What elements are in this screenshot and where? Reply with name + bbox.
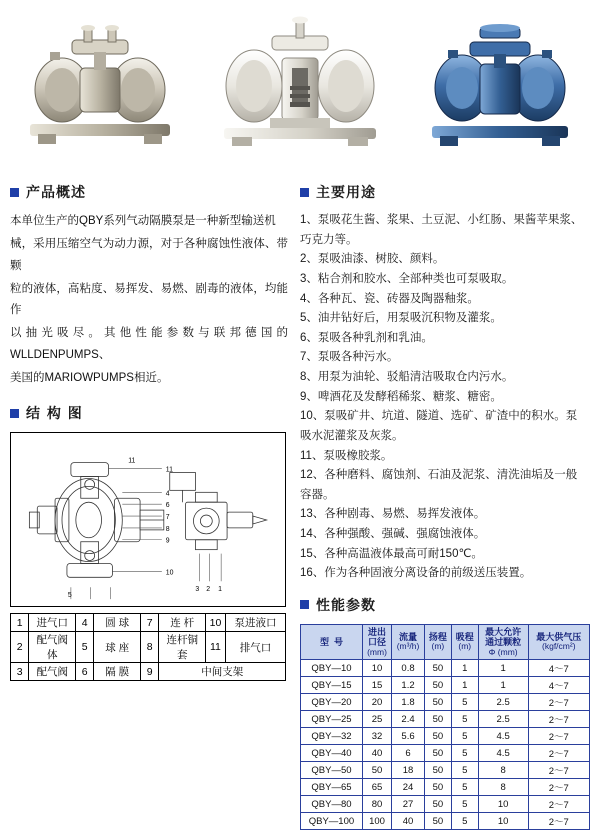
part-no: 6 xyxy=(76,663,94,681)
cell-head: 50 xyxy=(424,728,451,745)
part-name: 连杆铜套 xyxy=(159,632,206,663)
cell-head: 50 xyxy=(424,745,451,762)
product-photo-strip xyxy=(0,0,600,172)
cell-particle: 10 xyxy=(478,813,528,830)
part-no: 3 xyxy=(11,663,29,681)
cell-head: 50 xyxy=(424,711,451,728)
cell-bore: 80 xyxy=(362,796,391,813)
part-name: 球 座 xyxy=(94,632,141,663)
svg-text:2: 2 xyxy=(206,586,211,594)
product-photo-2 xyxy=(210,6,390,166)
part-name: 隔 膜 xyxy=(94,663,141,681)
table-row xyxy=(11,632,286,663)
svg-text:8: 8 xyxy=(165,525,170,533)
cell-flow: 1.2 xyxy=(392,677,425,694)
table-row xyxy=(301,677,590,694)
part-name: 连 杆 xyxy=(159,614,206,632)
table-row xyxy=(301,660,590,677)
cell-bore: 25 xyxy=(362,711,391,728)
overview-text xyxy=(10,211,288,389)
cell-airpressure: 2～7 xyxy=(528,745,589,762)
cell-head: 50 xyxy=(424,762,451,779)
cell-bore: 20 xyxy=(362,694,391,711)
cell-model: QBY—32 xyxy=(301,728,363,745)
cell-bore: 40 xyxy=(362,745,391,762)
part-name: 圆 球 xyxy=(94,614,141,632)
table-header-row xyxy=(301,624,590,659)
table-row xyxy=(301,728,590,745)
performance-rows xyxy=(301,660,590,830)
structure-heading xyxy=(10,403,288,423)
part-name: 进气口 xyxy=(29,614,76,632)
table-row xyxy=(301,796,590,813)
cell-model: QBY—50 xyxy=(301,762,363,779)
part-no: 5 xyxy=(76,632,94,663)
list-item: 容器。 xyxy=(300,488,335,501)
cell-bore: 32 xyxy=(362,728,391,745)
uses-heading xyxy=(300,182,592,202)
part-no: 4 xyxy=(76,614,94,632)
table-row xyxy=(11,614,286,632)
bullet-square-icon xyxy=(300,188,309,197)
table-row xyxy=(301,694,590,711)
svg-text:3: 3 xyxy=(195,586,200,594)
uses-title: 主要用途 xyxy=(316,185,376,201)
part-name: 中间支架 xyxy=(159,663,286,681)
list-item: 12、各种磨料、腐蚀剂、石油及泥浆、清洗油垢及一般 xyxy=(300,469,578,482)
overview-heading xyxy=(10,182,288,202)
table-row xyxy=(301,762,590,779)
part-no: 9 xyxy=(141,663,159,681)
right-column xyxy=(300,182,592,830)
cell-bore: 15 xyxy=(362,677,391,694)
part-no: 1 xyxy=(11,614,29,632)
cell-airpressure: 2～7 xyxy=(528,779,589,796)
cell-airpressure: 2～7 xyxy=(528,813,589,830)
cell-flow: 2.4 xyxy=(392,711,425,728)
cell-head: 50 xyxy=(424,677,451,694)
parts-legend-table xyxy=(10,613,286,681)
cell-particle: 1 xyxy=(478,660,528,677)
svg-text:5: 5 xyxy=(67,592,72,600)
left-column xyxy=(10,182,288,681)
cell-bore: 100 xyxy=(362,813,391,830)
col-header-airpressure: 最大供气压 (kgf/cm²) xyxy=(528,624,589,659)
part-no: 8 xyxy=(141,632,159,663)
cell-head: 50 xyxy=(424,694,451,711)
product-photo-1 xyxy=(10,6,190,166)
cell-flow: 24 xyxy=(392,779,425,796)
svg-text:11: 11 xyxy=(128,457,136,465)
cell-bore: 10 xyxy=(362,660,391,677)
col-header-particle: 最大允许 通过颗粒 Φ (mm) xyxy=(478,624,528,659)
table-row xyxy=(301,813,590,830)
cell-particle: 4.5 xyxy=(478,728,528,745)
cell-airpressure: 2～7 xyxy=(528,796,589,813)
col-header-suction: 吸程 (m) xyxy=(451,624,478,659)
cell-model: QBY—20 xyxy=(301,694,363,711)
cell-particle: 8 xyxy=(478,779,528,796)
col-header-flow: 流量 (m³/h) xyxy=(392,624,425,659)
cell-airpressure: 2～7 xyxy=(528,694,589,711)
pump-illustration-2 xyxy=(210,6,390,166)
cell-flow: 1.8 xyxy=(392,694,425,711)
cell-bore: 65 xyxy=(362,779,391,796)
part-no: 11 xyxy=(206,632,226,663)
product-photo-3 xyxy=(410,6,590,166)
cell-particle: 4.5 xyxy=(478,745,528,762)
cell-particle: 2.5 xyxy=(478,694,528,711)
cell-airpressure: 2～7 xyxy=(528,711,589,728)
list-item: 14、各种强酸、强碱、强腐蚀液体。 xyxy=(300,528,486,540)
cell-airpressure: 4～7 xyxy=(528,660,589,677)
bullet-square-icon xyxy=(10,188,19,197)
cell-suction: 1 xyxy=(451,660,478,677)
part-no: 2 xyxy=(11,632,29,663)
cell-model: QBY—25 xyxy=(301,711,363,728)
overview-line: 以抽光吸尽。其他性能参数与联邦德国的WLLDENPUMPS、 xyxy=(10,327,288,361)
bullet-square-icon xyxy=(300,600,309,609)
cell-particle: 10 xyxy=(478,796,528,813)
cell-bore: 50 xyxy=(362,762,391,779)
cell-head: 50 xyxy=(424,660,451,677)
cell-suction: 5 xyxy=(451,694,478,711)
cell-flow: 40 xyxy=(392,813,425,830)
cell-head: 50 xyxy=(424,813,451,830)
cell-model: QBY—65 xyxy=(301,779,363,796)
table-row xyxy=(301,745,590,762)
list-item: 13、各种剧毒、易燃、易挥发液体。 xyxy=(300,508,486,521)
cell-head: 50 xyxy=(424,779,451,796)
list-item: 6、泵吸各种乳剂和乳油。 xyxy=(300,331,433,344)
cell-model: QBY—40 xyxy=(301,745,363,762)
part-name: 排气口 xyxy=(225,632,285,663)
list-item: 9、啤酒花及发酵稻稀浆、糖浆、糖密。 xyxy=(300,390,502,403)
performance-title: 性能参数 xyxy=(316,597,376,614)
cell-flow: 18 xyxy=(392,762,425,779)
cell-airpressure: 2～7 xyxy=(528,762,589,779)
col-header-head: 扬程 (m) xyxy=(424,624,451,659)
overview-line: 粒的液体，高粘度、易挥发、易燃、剧毒的液体，均能作 xyxy=(10,282,288,317)
list-item: 5、油井钻好后，用泵吸沉积物及灌浆。 xyxy=(300,312,502,325)
cell-model: QBY—10 xyxy=(301,660,363,677)
list-item: 1、泵吸花生酱、浆果、土豆泥、小红肠、果酱苹果浆、 xyxy=(300,214,583,226)
cell-flow: 0.8 xyxy=(392,660,425,677)
svg-text:6: 6 xyxy=(165,502,170,510)
overview-line: 械，采用压缩空气为动力源，对于各种腐蚀性液体、带颗 xyxy=(10,238,288,272)
list-item: 2、泵吸油漆、树胶、颜料。 xyxy=(300,253,445,266)
cell-model: QBY—80 xyxy=(301,796,363,813)
performance-heading xyxy=(300,595,592,615)
cell-model: QBY—15 xyxy=(301,677,363,694)
cell-airpressure: 2～7 xyxy=(528,728,589,745)
part-name: 泵进液口 xyxy=(225,614,285,632)
pump-illustration-3 xyxy=(410,6,590,166)
svg-text:9: 9 xyxy=(165,537,170,545)
list-item: 7、泵吸各种污水。 xyxy=(300,351,399,364)
cell-particle: 1 xyxy=(478,677,528,694)
cell-suction: 5 xyxy=(451,711,478,728)
cell-model: QBY—100 xyxy=(301,813,363,830)
cell-flow: 6 xyxy=(392,745,425,762)
svg-text:4: 4 xyxy=(165,490,170,498)
table-row xyxy=(11,663,286,681)
cell-suction: 5 xyxy=(451,813,478,830)
overview-line: 本单位生产的QBY系列气动隔膜泵是一种新型输送机 xyxy=(10,215,276,227)
list-item: 4、各种瓦、瓷、砖器及陶器釉浆。 xyxy=(300,292,479,305)
list-item: 巧克力等。 xyxy=(300,233,358,246)
cell-suction: 5 xyxy=(451,745,478,762)
structure-drawing xyxy=(11,433,285,606)
bullet-square-icon xyxy=(10,409,19,418)
structure-title: 结 构 图 xyxy=(26,406,83,423)
svg-text:10: 10 xyxy=(165,569,174,577)
list-item: 15、各种高温液体最高可耐150℃。 xyxy=(300,547,483,560)
performance-table xyxy=(300,624,590,830)
table-row xyxy=(301,711,590,728)
cell-suction: 5 xyxy=(451,762,478,779)
table-row xyxy=(301,779,590,796)
cell-suction: 1 xyxy=(451,677,478,694)
cell-particle: 2.5 xyxy=(478,711,528,728)
structure-diagram xyxy=(10,432,286,607)
cell-flow: 5.6 xyxy=(392,728,425,745)
svg-text:7: 7 xyxy=(165,514,170,522)
list-item: 16、作为各种固液分离设备的前级送压装置。 xyxy=(300,567,532,580)
svg-text:11: 11 xyxy=(165,466,173,474)
overview-line: 美国的MARIOWPUMPS相近。 xyxy=(10,371,169,384)
part-no: 10 xyxy=(206,614,226,632)
list-item: 10、泵吸矿井、坑道、隧道、选矿、矿渣中的积水。泵 xyxy=(300,410,578,423)
list-item: 3、粘合剂和胶水、全部种类也可泵吸取。 xyxy=(300,272,514,285)
cell-suction: 5 xyxy=(451,796,478,813)
pump-illustration-1 xyxy=(10,6,190,166)
cell-suction: 5 xyxy=(451,779,478,796)
col-header-bore: 进出 口径 (mm) xyxy=(362,624,391,659)
uses-list xyxy=(300,211,592,583)
col-header-model: 型 号 xyxy=(301,624,363,659)
cell-flow: 27 xyxy=(392,796,425,813)
part-name: 配气阀体 xyxy=(29,632,76,663)
cell-suction: 5 xyxy=(451,728,478,745)
svg-text:1: 1 xyxy=(218,586,223,594)
list-item: 11、泵吸橡胶浆。 xyxy=(300,449,393,462)
cell-head: 50 xyxy=(424,796,451,813)
cell-particle: 8 xyxy=(478,762,528,779)
list-item: 吸水泥灌浆及灰浆。 xyxy=(300,429,404,442)
part-name: 配气阀 xyxy=(29,663,76,681)
cell-airpressure: 4～7 xyxy=(528,677,589,694)
part-no: 7 xyxy=(141,614,159,632)
overview-title: 产品概述 xyxy=(26,185,86,201)
list-item: 8、用泵为油轮、驳船清洁吸取仓内污水。 xyxy=(300,371,514,383)
